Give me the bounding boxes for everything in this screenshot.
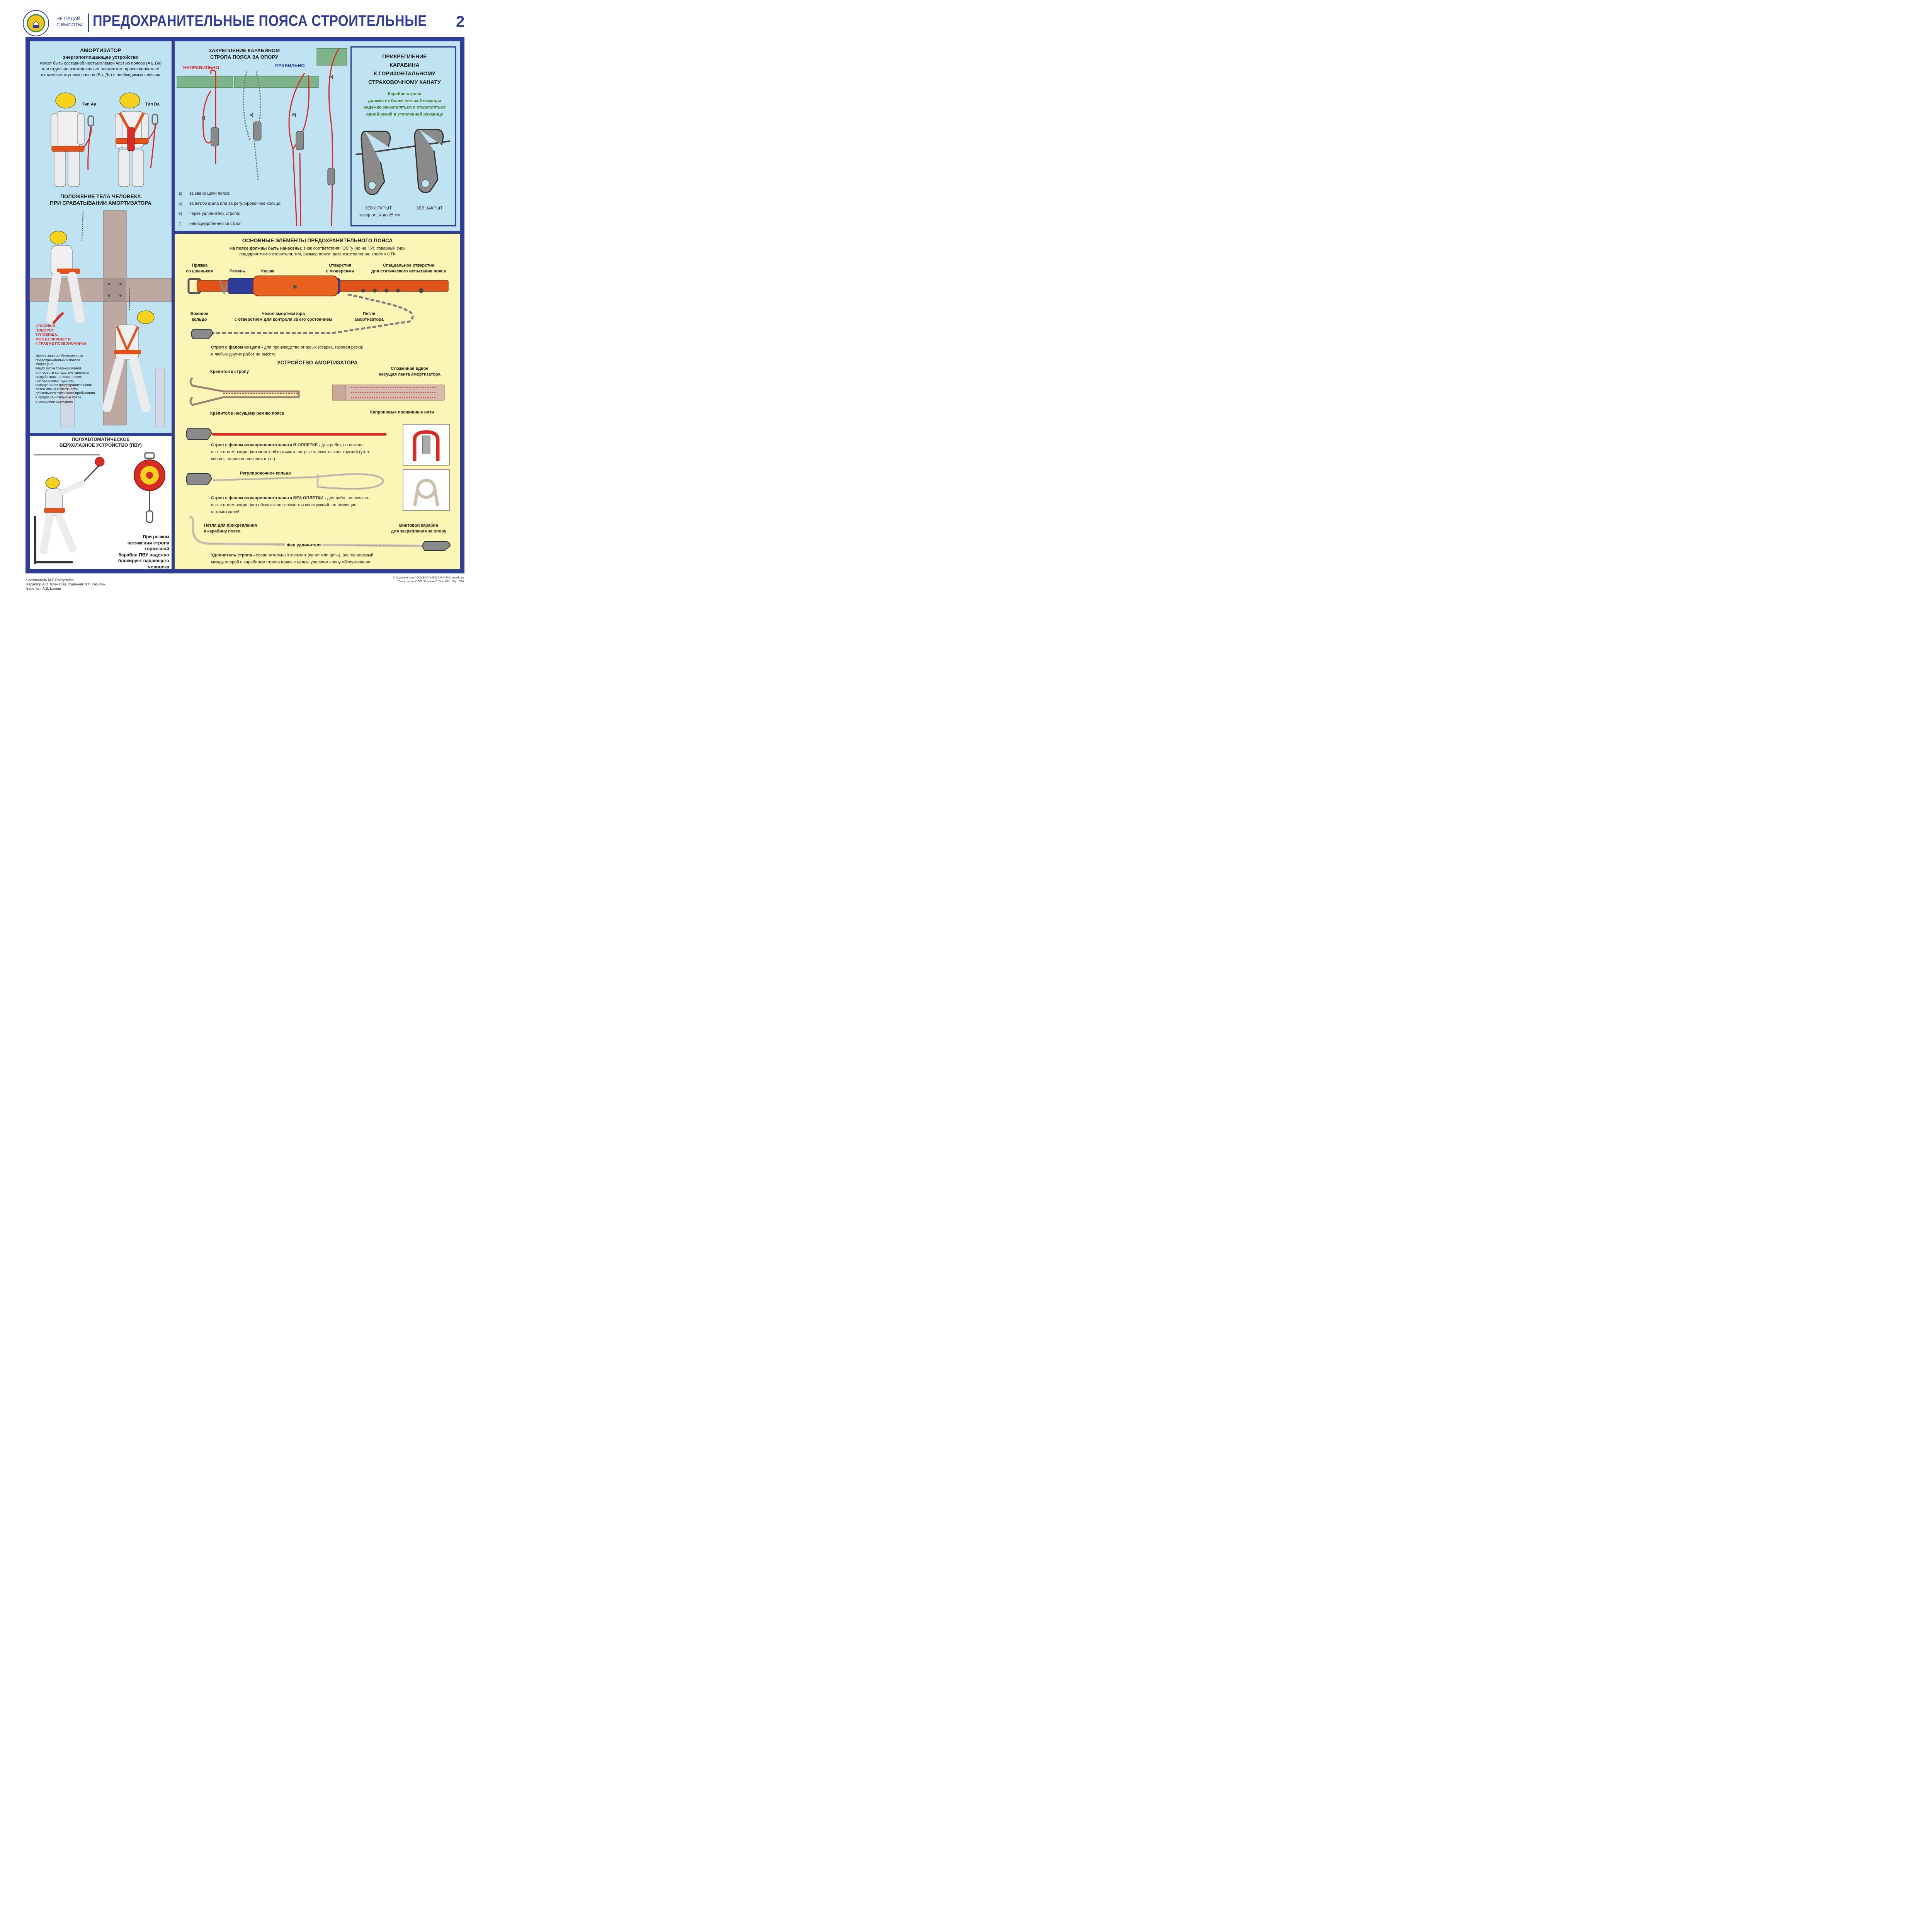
label-to-strap: Крепится к стропу <box>210 369 249 374</box>
plain-lanyard-desc: Строп с фалом из капронового каната БЕЗ ОПЛЕТКИ - для работ, не связан- ных с огнем, когда фал обхватывает элементы конструкций, не имеющие острых граней <box>211 496 370 514</box>
tag-a: а) <box>250 113 253 117</box>
pvu-device-icon <box>132 453 167 530</box>
extender-text: соединительный элемент (канат или цепь), располагаемый <box>255 553 374 558</box>
fastening-title: ЗАКРЕПЛЕНИЕ КАРАБИНОМ СТРОПА ПОЯСА ЗА ОПОРУ <box>208 48 280 60</box>
label-side-ring: Боковое кольцо <box>190 311 209 322</box>
plain-lanyard-bold: Строп с фалом из капронового каната БЕЗ ОПЛЕТКИ - <box>211 496 326 500</box>
label-to-belt: Крепится к несущему ремню пояса <box>210 411 284 416</box>
pvu-title: ПОЛУАВТОМАТИЧЕСКОЕ ВЕРХОЛАЗНОЕ УСТРОЙСТВО (ПВУ) <box>60 437 142 448</box>
label-loop: Петля амортизатора <box>354 311 384 322</box>
chain-lanyard-bold: Строп с фалом из цепи - <box>211 345 263 350</box>
label-extender-fal: Фал удлинителя <box>285 543 323 548</box>
label-folded-tape: Сложенная вдвое несущая лента амортизатора <box>379 366 440 377</box>
gate-open-label: ЗЕВ ОТКРЫТ <box>365 206 392 211</box>
pvu-note: При резком натяжении стропа тормозной барабан ПВУ надежно блокирует падающего человека <box>118 534 169 570</box>
label-buckle: Пряжка со шпеньком <box>186 263 214 274</box>
legend-key: а) <box>179 191 182 196</box>
braided-lanyard-desc: Строп с фалом из капронового каната В ОПЛЕТКЕ - для работ, не связан- ных с огнем, когда фал может обхватывать острые элементы конструкций (угол- кового, таврового сечения и т.п.) <box>211 443 371 461</box>
belt-illustration <box>185 275 452 345</box>
right-label: ПРАВИЛЬНО <box>275 63 305 68</box>
shock-absorber-title: АМОРТИЗАТОР <box>80 47 122 53</box>
chain-lanyard-text: для производства огневых (сварка, газовая резка) <box>263 345 364 350</box>
credits: Составитель М.Г. Бейтуганов Редактор А.О. Ключарев. Художник В.П. Гасилин Верстка - А.В. Цылев <box>26 578 106 590</box>
publisher-info: © Издательство "СОУЭЛО" (495) 644-4326, souelo.ru Типография ООО "Риммини". Зак. 88/1. Тир. 500 <box>393 576 464 583</box>
legend-key: б) <box>179 201 182 206</box>
chain-lanyard-desc: Строп с фалом из цепи - для производства огневых (сварка, газовая резка) и любых других работ на высоте <box>211 345 364 357</box>
extender-desc: Удлинитель стропа - соединительный элемент (канат или цепь), располагаемый между опорой и карабином стропа пояса с целью увеличить зону обслуживания <box>211 553 374 565</box>
sheet-number: 2 <box>456 13 465 30</box>
marking-text: знак соответствия ГОСТу (но не ТУ); товарный знак <box>302 246 405 251</box>
poster <box>0 0 495 611</box>
braided-lanyard-illustration <box>186 424 387 444</box>
label-strap: Ремень <box>230 269 245 274</box>
label-holes: Отверстия с люверсами <box>326 263 354 274</box>
carabiner-open-closed-illustration <box>354 124 454 201</box>
legend-text: через удлинитель стропа; <box>189 211 241 216</box>
tag-g: г) <box>202 116 206 120</box>
tag-v: в) <box>329 75 333 79</box>
legend-key: в) <box>179 211 182 216</box>
label-threads: Капроновые прошивные нити <box>370 410 434 415</box>
logo-emblem-icon <box>22 10 49 37</box>
shock-absorber-subtitle: энергопоглощающее устройство <box>63 54 139 60</box>
type-va-label: Тип Ва <box>145 102 160 107</box>
braided-cross-section-icon <box>403 424 449 465</box>
label-cover: Чехол амортизатора с отверстием для контроля за его состоянием <box>234 311 332 322</box>
plain-lanyard-illustration <box>186 469 387 497</box>
braided-lanyard-text: для работ, не связан- <box>320 443 364 447</box>
legend-text: за петлю фала или за регулировочное кольцо; <box>189 201 282 206</box>
worker-type-va-illustration <box>103 89 165 189</box>
carabiner-desc: Карабин стропа должен не более чем за 3 секунды надежно закрепляться и открепляться одной рукой в утепленной рукавице <box>363 92 446 117</box>
harness-ban-note: Использование безлямочных предохранительных поясов запрещено ввиду риска травмирования или смерти вследствие ударного воздействия на позвоночник при остановке падения, выпадения из предохранительного пояса или невозможности длительного статичного пребывания в предохранительном поясе в состоянии зависания <box>36 354 95 403</box>
extender-bold: Удлинитель стропа - <box>211 553 255 558</box>
pvu-scene-illustration <box>34 450 111 564</box>
marking-note: На поясе должны быть нанесены: знак соответствия ГОСТу (но не ТУ); товарный знак предприятия-изготовителя; тип, размер пояса; дата изготовления; клеймо ОТК <box>230 246 405 257</box>
absorber-tape-illustration <box>189 374 451 411</box>
shock-absorber-desc: может быть составной неотъемлемой частью поясов (Аа, Ба) или отдельно изготовленным элементом, присоединяемым к съемным стропам поясов (Ва, Да) в необходимых случаях <box>39 61 162 77</box>
legend-text: непосредственно за строп <box>189 221 242 226</box>
label-test-hole: Специальное отверстие для статического испытания пояса <box>371 263 446 274</box>
type-aa-label: Тип Аа <box>82 102 96 107</box>
label-adjust-ring: Регулировочное кольцо <box>240 471 291 476</box>
label-screw-carabiner: Винтовой карабин для закрепления за опору <box>391 523 446 534</box>
label-attach-loop: Петля для прикрепления к карабину пояса <box>204 523 257 534</box>
marking-bold: На поясе должны быть нанесены: <box>230 246 303 251</box>
tag-b: б) <box>292 113 296 117</box>
body-position-title: ПОЛОЖЕНИЕ ТЕЛА ЧЕЛОВЕКА ПРИ СРАБАТЫВАНИИ АМОРТИЗАТОРА <box>50 194 151 206</box>
plain-cross-section-icon <box>403 469 449 510</box>
label-pad: Кушак <box>261 269 274 274</box>
logo <box>22 10 49 37</box>
plain-lanyard-text: для работ, не связан- <box>326 496 370 500</box>
page-title: ПРЕДОХРАНИТЕЛЬНЫЕ ПОЯСА СТРОИТЕЛЬНЫЕ <box>93 12 427 29</box>
braided-lanyard-bold: Строп с фалом из капронового каната В ОПЛЕТКЕ - <box>211 443 320 447</box>
gate-closed-label: ЗЕВ ЗАКРЫТ <box>416 206 443 211</box>
carabiner-title: ПРИКРЕПЛЕНИЕ КАРАБИНА К ГОРИЗОНТАЛЬНОМУ СТРАХОВОЧНОМУ КАНАТУ <box>368 53 441 85</box>
slogan: НЕ ПАДАЙ С ВЫСОТЫ ! <box>56 16 85 27</box>
gate-gap-label: зазор от 14 до 25 мм <box>359 213 401 218</box>
worker-type-aa-illustration <box>39 89 100 189</box>
wrong-label: НЕПРАВИЛЬНО <box>183 65 219 70</box>
elements-title: ОСНОВНЫЕ ЭЛЕМЕНТЫ ПРЕДОХРАНИТЕЛЬНОГО ПОЯСА <box>242 238 393 243</box>
danger-warning: ОПАСНЫЙ ПОВОРОТ ТУЛОВИЩА. МОЖЕТ ПРИВЕСТИ К ТРАВМЕ ПОЗВОНОЧНИКА <box>36 324 87 346</box>
absorber-device-title: УСТРОЙСТВО АМОРТИЗАТОРА <box>277 360 358 366</box>
header-divider <box>88 14 89 32</box>
legend-key: г) <box>179 221 182 226</box>
legend-text: за звено цепи пояса; <box>189 191 231 196</box>
